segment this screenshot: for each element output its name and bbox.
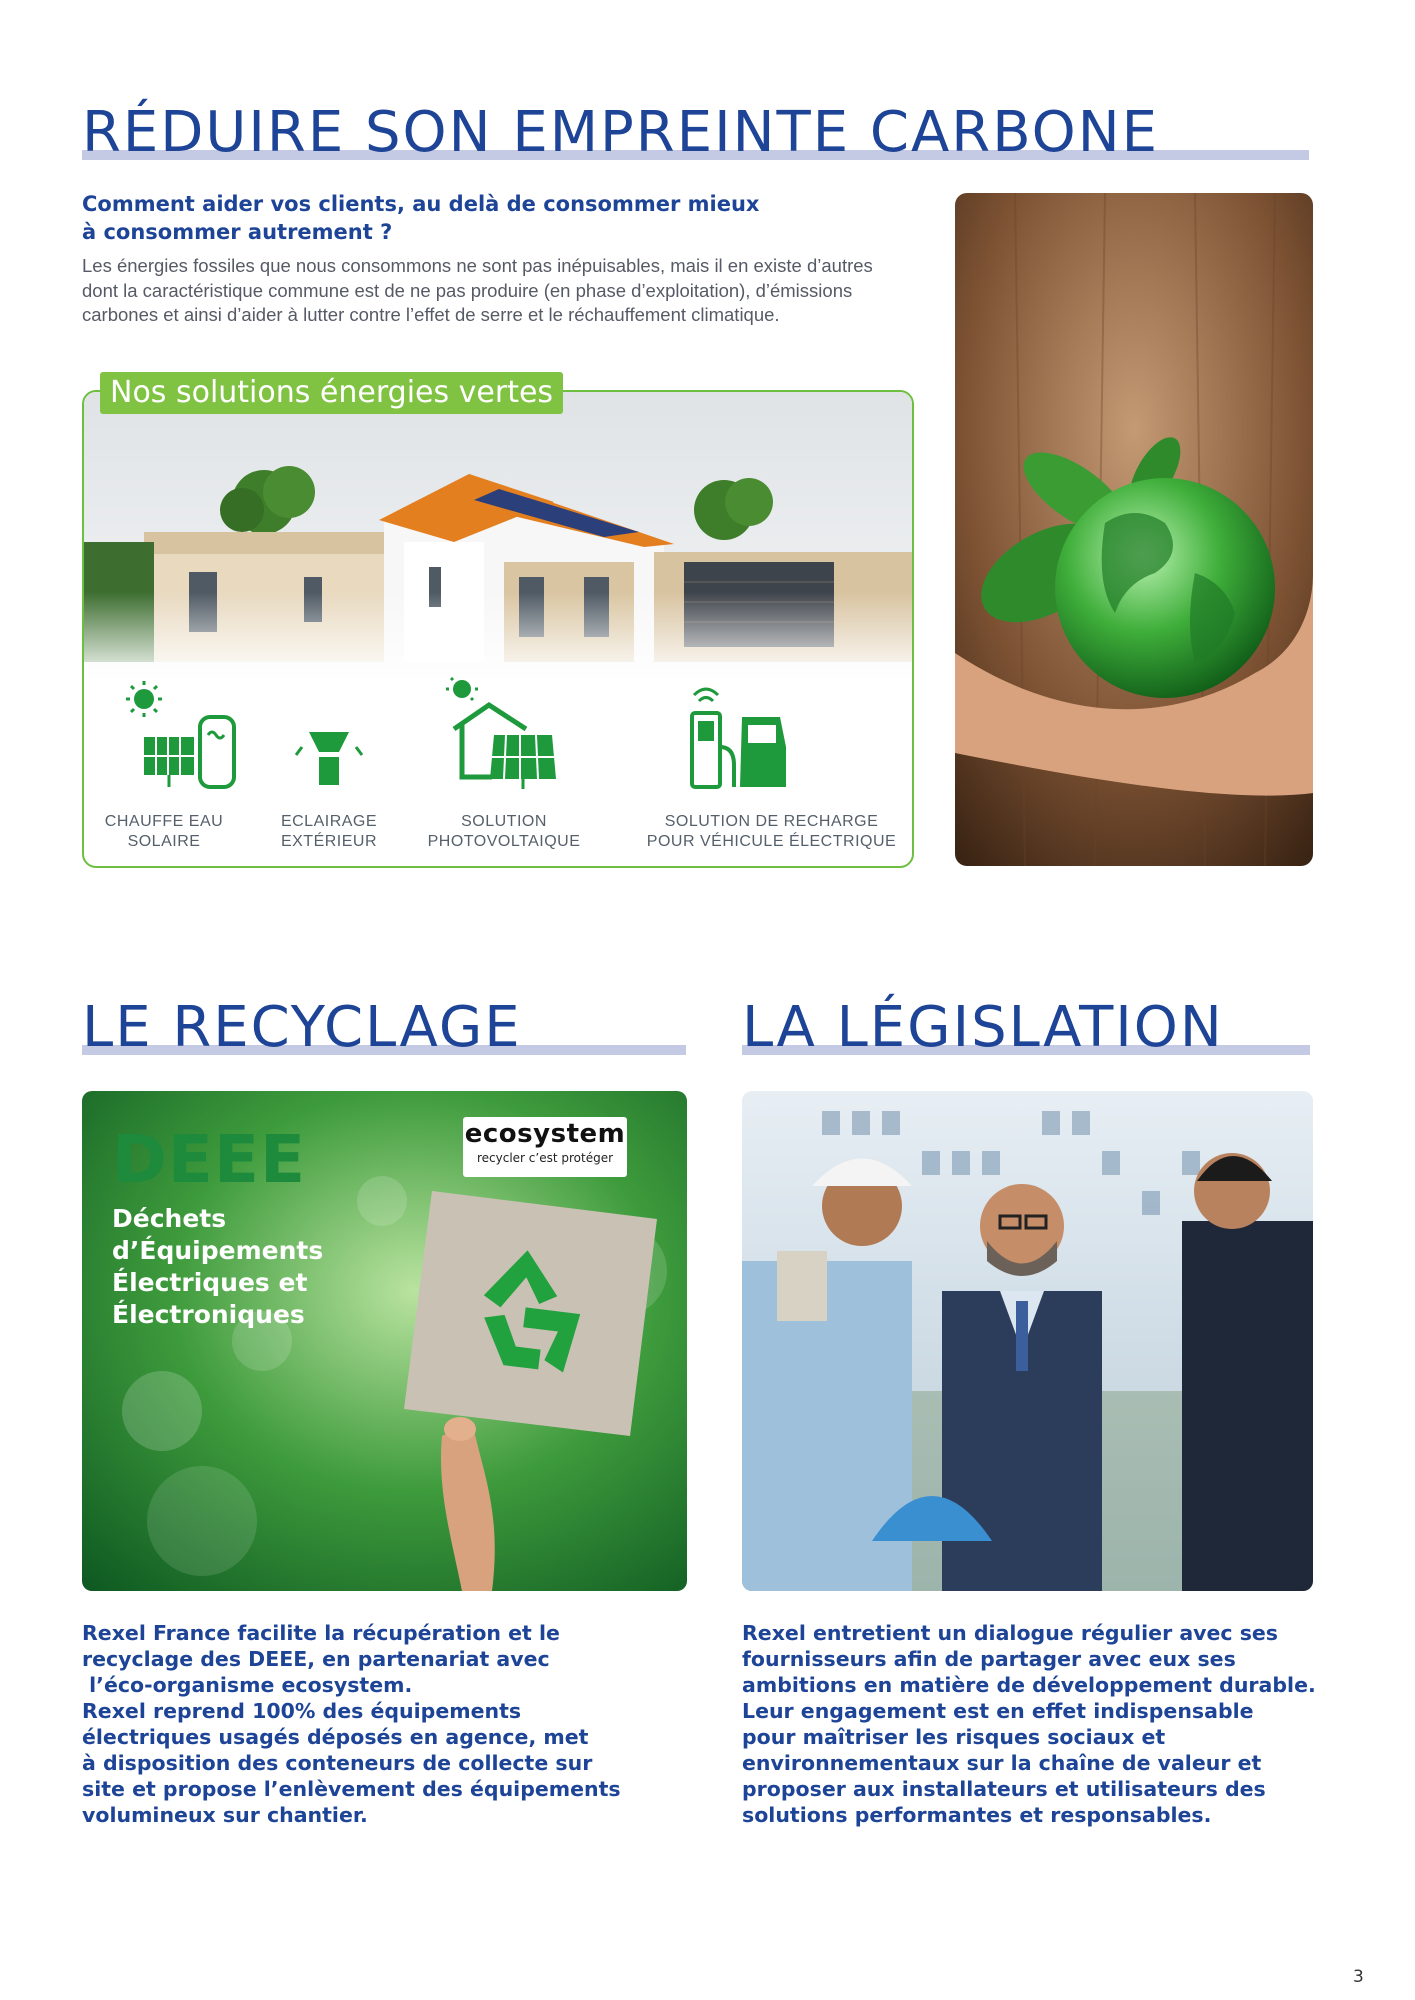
deee-subtitle-line: Électriques et xyxy=(112,1268,308,1297)
solution-label xyxy=(639,812,904,852)
solution-label xyxy=(94,812,234,852)
legislation-text xyxy=(742,1620,1362,1828)
recycling-text-line: volumineux sur chantier. xyxy=(82,1803,368,1827)
deee-subtitle-line: Déchets xyxy=(112,1204,227,1233)
outdoor-lamp-icon xyxy=(294,677,364,797)
legislation-text-line: solutions performantes et responsables. xyxy=(742,1803,1212,1827)
carbon-section-title: RÉDUIRE SON EMPREINTE CARBONE xyxy=(82,100,1159,165)
page-number: 3 xyxy=(1353,1967,1364,1987)
deee-subtitle-line: Électroniques xyxy=(112,1300,305,1329)
legislation-text-line: environnementaux sur la chaîne de valeur et xyxy=(742,1751,1262,1775)
solution-label xyxy=(259,812,399,852)
green-solutions-title: Nos solutions énergies vertes xyxy=(100,372,563,414)
legislation-text-line: fournisseurs afin de partager avec eux ses xyxy=(742,1647,1236,1671)
legislation-text-line: Rexel entretient un dialogue régulier avec ses xyxy=(742,1621,1279,1645)
recycling-text-line: à disposition des conteneurs de collecte sur xyxy=(82,1751,593,1775)
carbon-question-line: à consommer autrement ? xyxy=(82,220,393,244)
deee-recycling-image xyxy=(82,1091,687,1591)
business-meeting-photo xyxy=(742,1091,1313,1591)
deee-subtitle xyxy=(112,1203,372,1331)
recycling-text-line: électriques usagés déposés en agence, met xyxy=(82,1725,589,1749)
recycling-text-line: site et propose l’enlèvement des équipements xyxy=(82,1777,621,1801)
solution-label-line: ECLAIRAGE xyxy=(280,813,378,830)
deee-title: DEEE xyxy=(112,1121,307,1198)
house-illustration xyxy=(84,392,912,682)
solution-label-line: SOLUTION xyxy=(461,813,547,830)
recycling-text-line: recyclage des DEEE, en partenariat avec xyxy=(82,1647,550,1671)
ecosystem-logo xyxy=(463,1117,627,1177)
recycling-text-line: l’éco-organisme ecosystem. xyxy=(82,1673,413,1697)
carbon-question xyxy=(82,190,842,246)
solution-label-line: PHOTOVOLTAIQUE xyxy=(427,833,581,850)
solution-label-line: SOLUTION DE RECHARGE xyxy=(664,813,879,830)
carbon-paragraph-line: Les énergies fossiles que nous consommons ne sont pas inépuisables, mais il en existe d’autres xyxy=(82,255,873,276)
recycling-text-line: Rexel France facilite la récupération et le xyxy=(82,1621,560,1645)
solution-label-line: CHAUFFE EAU xyxy=(104,813,224,830)
recycling-text xyxy=(82,1620,682,1828)
ev-charger-icon xyxy=(684,677,794,797)
globe-in-hand-photo xyxy=(955,193,1313,866)
legislation-text-line: Leur engagement est en effet indispensable xyxy=(742,1699,1254,1723)
solution-label-line: POUR VÉHICULE ÉLECTRIQUE xyxy=(646,833,897,850)
carbon-paragraph-line: carbones et ainsi d’aider à lutter contre l’effet de serre et le réchauffement climatique. xyxy=(82,304,780,325)
ecosystem-logo-tagline: recycler c’est protéger xyxy=(476,1151,614,1165)
recycling-text-line: Rexel reprend 100% des équipements xyxy=(82,1699,522,1723)
legislation-text-line: proposer aux installateurs et utilisateurs des xyxy=(742,1777,1266,1801)
photovoltaic-icon xyxy=(444,677,574,797)
green-solutions-panel xyxy=(82,390,914,868)
ecosystem-logo-name: ecosystem xyxy=(464,1119,626,1149)
solution-label-line: SOLAIRE xyxy=(127,833,201,850)
solar-water-heater-icon xyxy=(122,677,242,797)
legislation-text-line: ambitions en matière de développement durable. xyxy=(742,1673,1316,1697)
legislation-text-line: pour maîtriser les risques sociaux et xyxy=(742,1725,1166,1749)
legislation-section-title: LA LÉGISLATION xyxy=(742,995,1224,1060)
solution-label xyxy=(424,812,584,852)
recycling-section-title: LE RECYCLAGE xyxy=(82,995,522,1060)
solution-label-line: EXTÉRIEUR xyxy=(280,833,378,850)
carbon-question-line: Comment aider vos clients, au delà de consommer mieux xyxy=(82,192,760,216)
carbon-paragraph xyxy=(82,254,932,328)
carbon-paragraph-line: dont la caractéristique commune est de ne pas produire (en phase d’exploitation), d’émissions xyxy=(82,279,853,301)
deee-subtitle-line: d’Équipements xyxy=(112,1236,324,1265)
